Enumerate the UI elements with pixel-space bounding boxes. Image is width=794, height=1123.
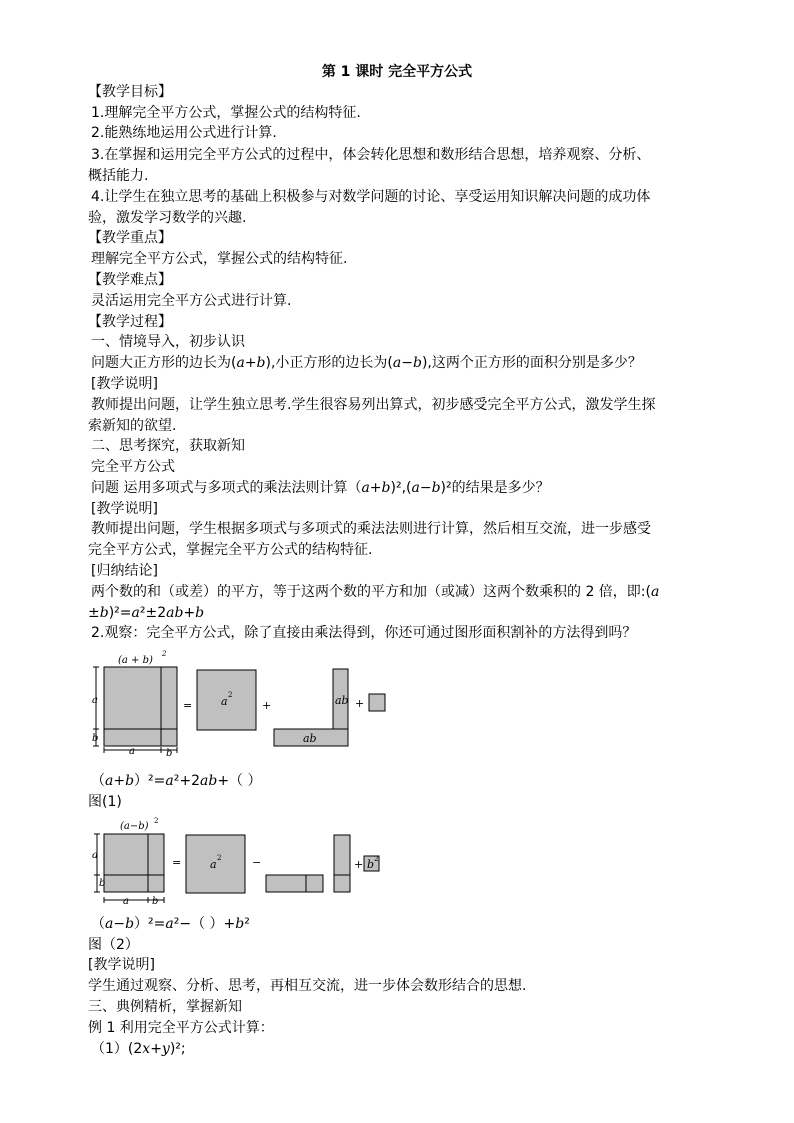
example-1-heading: 例 1 利用完全平方公式计算： bbox=[88, 1020, 274, 1036]
objective-3-cont: 概括能力. bbox=[88, 168, 149, 184]
objective-3: 3.在掌握和运用完全平方公式的过程中，体会转化思想和数形结合思想，培养观察、分析、 bbox=[91, 147, 651, 163]
fig1-bottom-a: a bbox=[129, 746, 135, 757]
fig1-plus-2: + bbox=[355, 697, 365, 710]
fig1-a2-label: a bbox=[221, 695, 228, 708]
fig1-top-sup: 2 bbox=[162, 650, 167, 658]
figure-1-formula: （a+b）²=a²+2ab+（ ） bbox=[91, 773, 262, 789]
figure-2-diagram bbox=[86, 817, 379, 908]
objective-1: 1.理解完全平方公式，掌握公式的结构特征. bbox=[91, 105, 361, 121]
fig1-big-square bbox=[104, 667, 177, 746]
fig2-plus: + bbox=[354, 858, 364, 871]
key-point-text: 理解完全平方公式，掌握公式的结构特征. bbox=[91, 251, 348, 267]
section-3-heading: 三、典例精析，掌握新知 bbox=[88, 999, 242, 1015]
fig1-ab-v-label: ab bbox=[335, 694, 349, 707]
objective-2: 2.能熟练地运用公式进行计算. bbox=[91, 125, 277, 141]
conclusion-text: 两个数的和（或差）的平方，等于这两个数的平方和加（或减）这两个数乘积的 2 倍，即:(a bbox=[91, 584, 660, 600]
difficulty-text: 灵活运用完全平方公式进行计算. bbox=[91, 293, 292, 309]
subheading-formula: 完全平方公式 bbox=[91, 459, 175, 475]
page-title: 第 1 课时 完全平方公式 bbox=[321, 64, 473, 80]
teaching-note-text: 教师提出问题，让学生独立思考.学生很容易列出算式，初步感受完全平方公式，激发学生探 bbox=[91, 397, 656, 413]
fig2-left-a: a bbox=[92, 850, 98, 861]
fig2-bottom-b: b bbox=[152, 896, 159, 907]
fig1-ab-h-label: ab bbox=[303, 732, 317, 745]
example-1-item-1: （1）(2x+y)²; bbox=[91, 1041, 186, 1057]
teaching-note-label: [教学说明] bbox=[91, 501, 158, 517]
fig2-big-square bbox=[104, 834, 164, 892]
observation-question: 2.观察：完全平方公式，除了直接由乘法得到，你还可通过图形面积割补的方法得到吗？ bbox=[91, 625, 637, 641]
objective-4-cont: 验，激发学习数学的兴趣. bbox=[88, 210, 247, 226]
teaching-note-text: 学生通过观察、分析、思考，再相互交流，进一步体会数形结合的思想. bbox=[88, 978, 527, 994]
fig1-equals: = bbox=[183, 699, 193, 712]
heading-process: 【教学过程】 bbox=[88, 314, 172, 330]
fig2-left-b: b bbox=[99, 878, 106, 889]
figure-1-caption: 图(1) bbox=[88, 794, 122, 810]
fig2-bottom-a: a bbox=[123, 896, 129, 907]
fig2-vertical-strip bbox=[334, 835, 350, 892]
question-squares: 问题大正方形的边长为(a+b),小正方形的边长为(a−b),这两个正方形的面积分别是多少？ bbox=[91, 355, 642, 371]
teaching-note-text: 教师提出问题，学生根据多项式与多项式的乘法法则进行计算，然后相互交流，进一步感受 bbox=[91, 521, 651, 537]
teaching-note-text-cont: 索新知的欲望. bbox=[88, 418, 177, 434]
fig2-b2-label: b bbox=[367, 858, 375, 871]
teaching-note-label: [教学说明] bbox=[91, 376, 158, 392]
heading-difficulties: 【教学难点】 bbox=[88, 272, 172, 288]
fig2-top-sup: 2 bbox=[154, 817, 159, 825]
objective-4: 4.让学生在独立思考的基础上积极参与对数学问题的讨论、享受运用知识解决问题的成功体 bbox=[91, 189, 651, 205]
fig2-a2-sup: 2 bbox=[217, 854, 222, 862]
section-1-heading: 一、情境导入，初步认识 bbox=[91, 334, 245, 350]
fig2-horizontal-strip bbox=[266, 875, 323, 892]
teaching-note-text-cont: 完全平方公式，掌握完全平方公式的结构特征. bbox=[88, 542, 373, 558]
fig1-b-squared bbox=[369, 694, 385, 711]
fig2-minus: − bbox=[252, 856, 262, 869]
fig1-left-b: b bbox=[92, 733, 99, 744]
figure-2-formula: （a−b）²=a²−（ ）+b² bbox=[91, 916, 250, 932]
fig1-bottom-b: b bbox=[166, 748, 173, 759]
conclusion-label: [归纳结论] bbox=[91, 563, 158, 579]
conclusion-formula: ±b)²=a²±2ab+b bbox=[88, 605, 205, 621]
fig1-top-label: (a + b) bbox=[118, 655, 153, 666]
heading-objectives: 【教学目标】 bbox=[88, 84, 172, 100]
fig1-plus-1: + bbox=[262, 699, 272, 712]
fig2-b2-sup: 2 bbox=[374, 855, 379, 863]
fig2-equals: = bbox=[172, 856, 182, 869]
teaching-note-label: [教学说明] bbox=[88, 957, 155, 973]
fig2-top-label: (a−b) bbox=[120, 821, 149, 832]
figure-1-diagram bbox=[86, 650, 396, 762]
heading-key-points: 【教学重点】 bbox=[88, 230, 172, 246]
fig2-a2-label: a bbox=[210, 858, 217, 871]
figure-2-caption: 图（2） bbox=[88, 937, 139, 953]
fig1-a2-sup: 2 bbox=[228, 691, 233, 699]
fig1-left-a: a bbox=[92, 695, 98, 706]
question-expand: 问题 运用多项式与多项式的乘法法则计算（a+b)²,(a−b)²的结果是多少？ bbox=[91, 480, 550, 496]
section-2-heading: 二、思考探究，获取新知 bbox=[91, 438, 245, 454]
